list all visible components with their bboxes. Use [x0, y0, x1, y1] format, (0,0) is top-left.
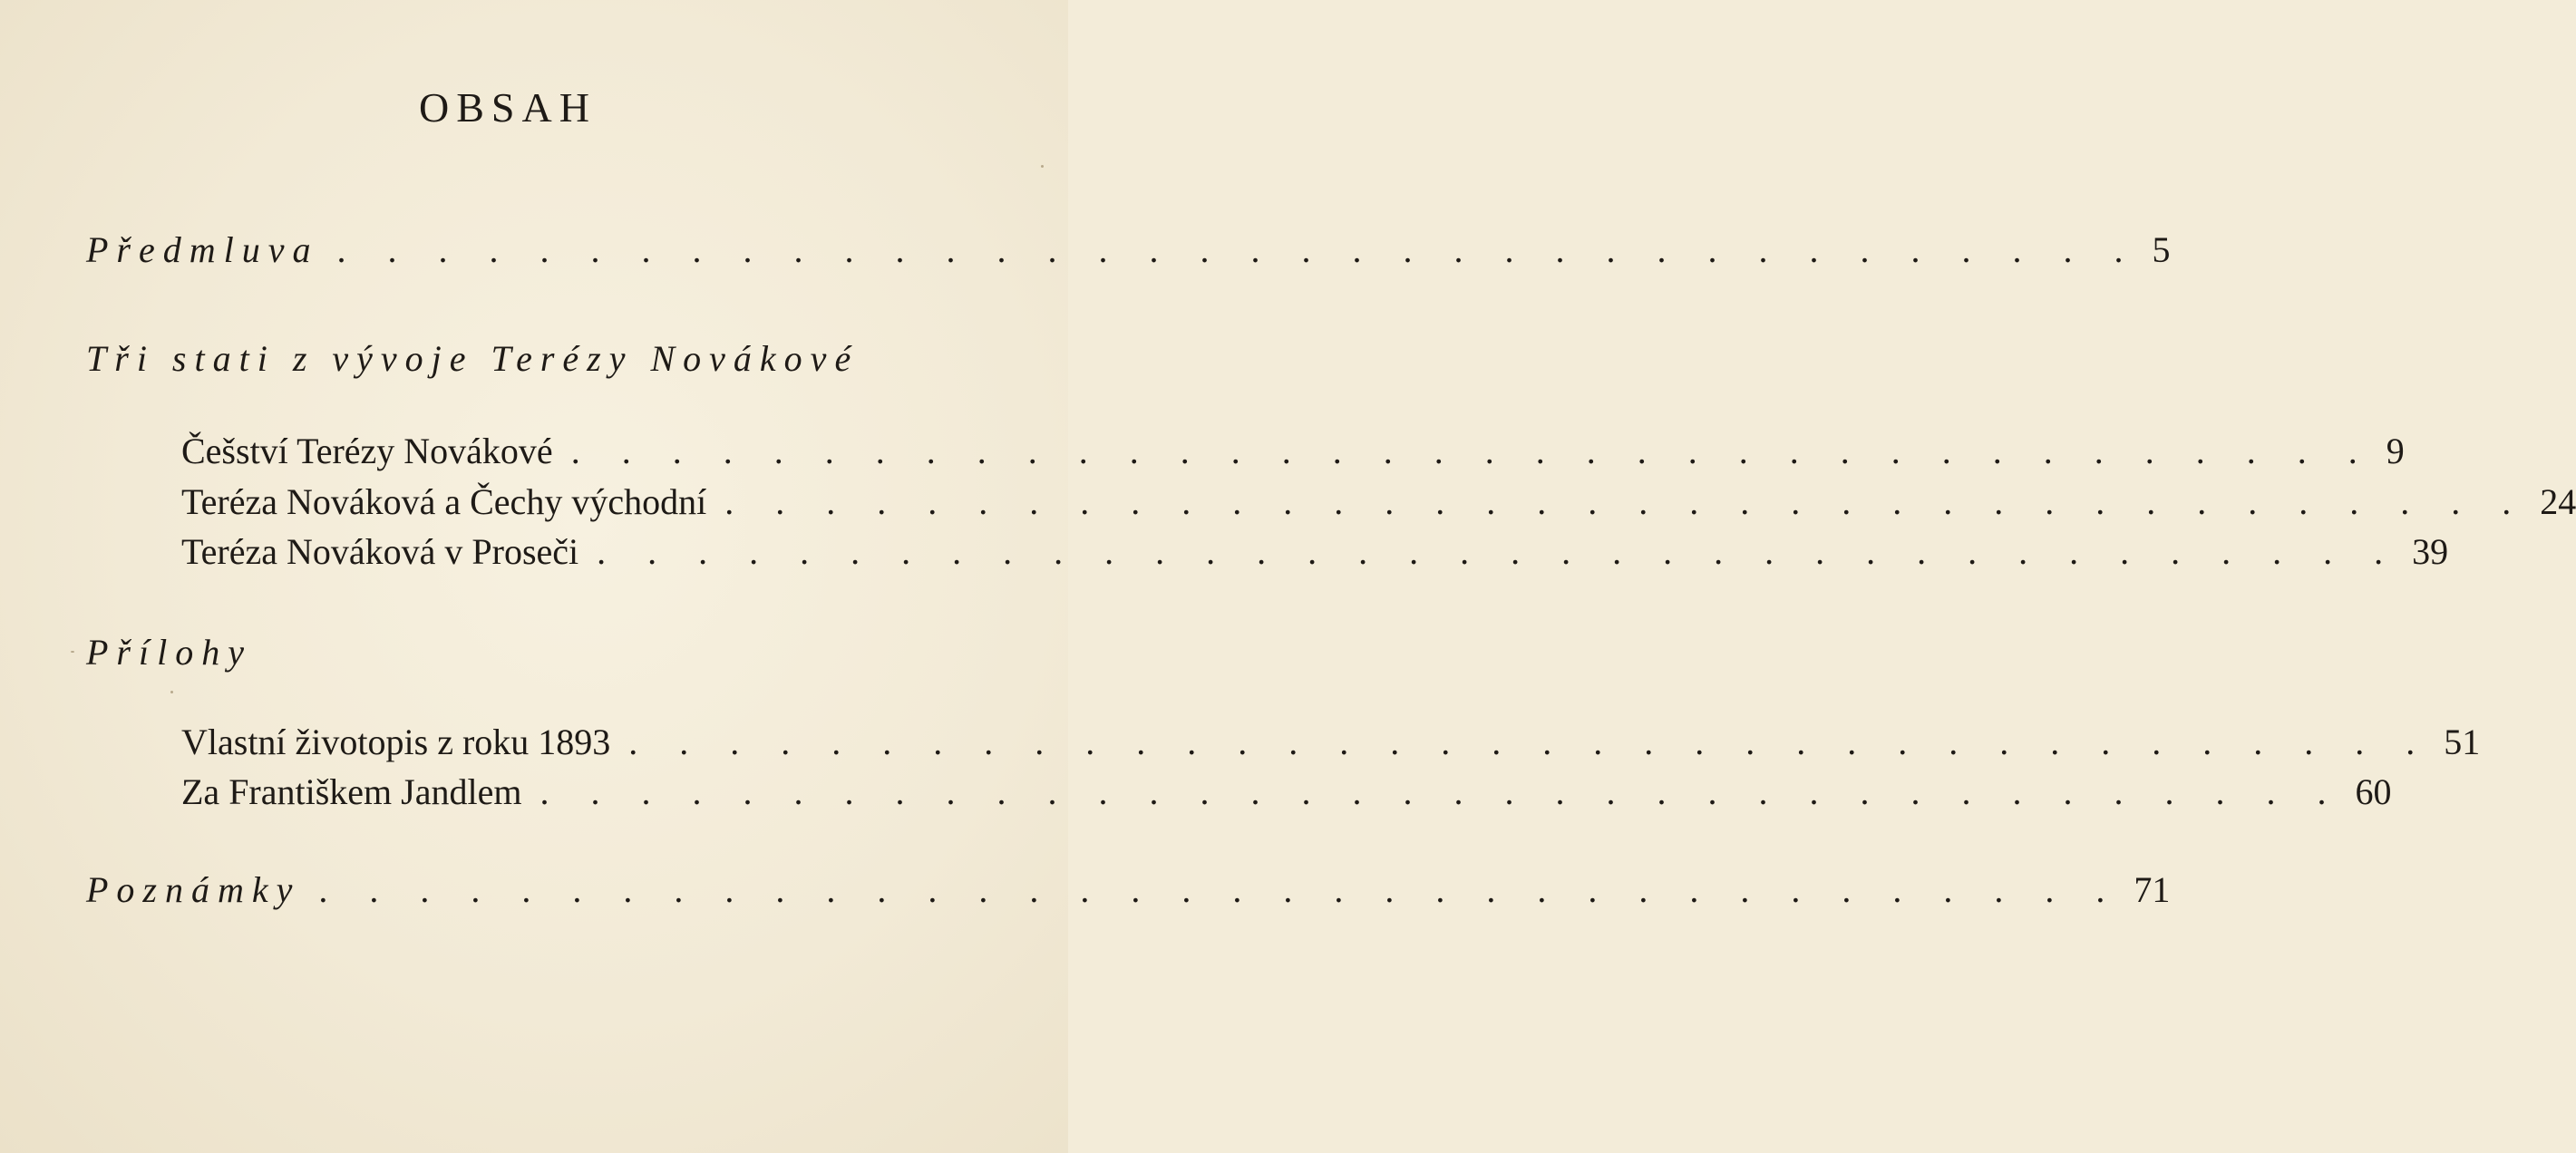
toc-entry-notes[interactable]: [86, 868, 2171, 912]
toc-leader-dots: . . . . . . . . . . . . . . . . . . . . . . . . . . . . . . . . . . . .: [540, 771, 2343, 812]
page-background: [0, 0, 1068, 1153]
toc-entry[interactable]: [181, 770, 2392, 814]
toc-leader-dots: . . . . . . . . . . . . . . . . . . . . . . . . . . . . . . . . . . . .: [628, 722, 2432, 762]
toc-entry-label: Předmluva: [86, 229, 319, 270]
toc-entry-preface[interactable]: [86, 228, 2171, 272]
toc-page-number: 39: [2412, 531, 2449, 572]
toc-entry[interactable]: [181, 480, 2576, 524]
paper-speck: [1041, 165, 1044, 168]
toc-page-number: 51: [2444, 722, 2481, 762]
toc-entry-label: Teréza Nováková a Čechy východní: [181, 481, 707, 522]
toc-page-number: 60: [2355, 771, 2392, 812]
toc-entry[interactable]: [181, 530, 2449, 574]
toc-leader-dots: . . . . . . . . . . . . . . . . . . . . . . . . . . . . . . . . . . . .: [724, 481, 2528, 522]
toc-entry[interactable]: [181, 721, 2481, 764]
toc-leader-dots: . . . . . . . . . . . . . . . . . . . . . . . . . . . . . . . . . . . .: [570, 431, 2374, 471]
toc-leader-dots: . . . . . . . . . . . . . . . . . . . . . . . . . . . . . . . . . . . .: [597, 531, 2400, 572]
toc-entry[interactable]: [181, 430, 2405, 473]
toc-leader-dots: . . . . . . . . . . . . . . . . . . . . . . . . . . . . . . . . . . . .: [318, 869, 2122, 910]
toc-page-number: 71: [2134, 869, 2171, 910]
toc-page-number: 5: [2152, 229, 2171, 270]
paper-speck: [71, 651, 74, 653]
paper-speck: [170, 691, 173, 693]
toc-page-number: 24: [2540, 481, 2576, 522]
toc-section-heading: Tři stati z vývoje Terézy Novákové: [86, 338, 860, 379]
page-title: OBSAH: [419, 84, 597, 131]
toc-page-number: 9: [2386, 431, 2405, 471]
toc-entry-label: Češství Terézy Novákové: [181, 431, 553, 471]
toc-entry-label: Teréza Nováková v Proseči: [181, 531, 579, 572]
toc-entry-label: Za Františkem Jandlem: [181, 771, 522, 812]
toc-entry-label: Vlastní životopis z roku 1893: [181, 722, 611, 762]
toc-section-heading: Přílohy: [86, 632, 252, 673]
toc-leader-dots: . . . . . . . . . . . . . . . . . . . . . . . . . . . . . . . . . . . .: [336, 229, 2140, 270]
toc-entry-label: Poznámky: [86, 869, 301, 910]
